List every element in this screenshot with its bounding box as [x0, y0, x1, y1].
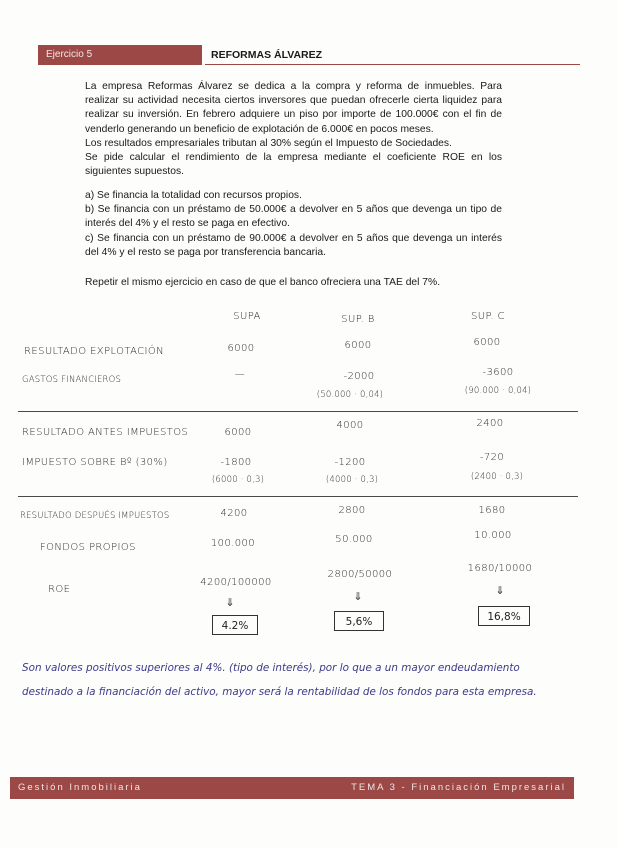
footer-topic: TEMA 3 - Financiación Empresarial [351, 782, 566, 793]
roe-formula: 1680/10000 [467, 563, 533, 574]
roe-formula: 2800/50000 [327, 569, 393, 580]
repeat-instruction [85, 276, 502, 290]
table-cell: -1800 [220, 457, 252, 468]
table-cell: -720 [479, 452, 505, 463]
row-label-resultado-despues: RESULTADO DESPUÉS IMPUESTOS [20, 511, 170, 521]
exercise-number: Ejercicio 5 [38, 45, 202, 65]
calc-note: (50.000 · 0,04) [316, 390, 384, 400]
column-header-c: SUP. C [471, 311, 505, 322]
page-footer [10, 777, 574, 799]
table-cell: 100.000 [210, 538, 256, 549]
table-cell: 2800 [338, 505, 366, 516]
table-cell: — [234, 369, 246, 380]
table-cell: -3600 [482, 367, 514, 378]
row-label-roe: ROE [48, 584, 71, 595]
exercise-title: REFORMAS ÁLVAREZ [205, 45, 580, 65]
case-list [85, 189, 502, 260]
table-cell: 6000 [227, 343, 255, 354]
roe-result-c: 16,8% [478, 606, 530, 626]
roe-result-b: 5,6% [334, 611, 384, 631]
statement-paragraph: Se pide calcular el rendimiento de la empresa mediante el coeficiente ROE en los siguientes supuestos. [85, 152, 502, 178]
row-label-resultado-antes: RESULTADO ANTES IMPUESTOS [22, 427, 189, 438]
column-header-a: SUPA [233, 311, 261, 322]
statement-paragraph: La empresa Reformas Álvarez se dedica a la compra y reforma de inmuebles. Para realizar su actividad necesita ciertos inversores que puedan ofrecerle cierta liquidez para realizar su inversión. En febrero adquiere un piso por importe de 100.000€ con el fin de venderlo generando un beneficio de explotación de 6.000€ en pocos meses. [85, 81, 502, 135]
conclusion-line: destinado a la financiación del activo, mayor será la rentabilidad de los fondos para esta empresa. [22, 686, 537, 698]
table-divider [18, 496, 578, 497]
case-c: c) Se financia con un préstamo de 90.000€ a devolver en 5 años que devenga un interés del 4% y el resto se paga por transferencia bancaria. [85, 232, 502, 258]
table-cell: 2400 [476, 418, 504, 429]
statement-paragraph: Los resultados empresariales tributan al 30% según el Impuesto de Sociedades. [85, 137, 452, 149]
calc-note: (2400 · 0,3) [470, 472, 524, 482]
column-header-b: SUP. B [341, 314, 375, 325]
roe-formula: 4200/100000 [200, 577, 272, 588]
table-cell: 50.000 [335, 534, 373, 545]
row-label-resultado-explotacion: RESULTADO EXPLOTACIÓN [24, 346, 165, 357]
table-cell: 6000 [473, 337, 501, 348]
calc-note: (4000 · 0,3) [325, 475, 379, 485]
case-b: b) Se financia con un préstamo de 50.000€ a devolver en 5 años que devenga un tipo de interés del 4% y el resto se paga en efectivo. [85, 204, 502, 230]
conclusion-line: Son valores positivos superiores al 4%. (tipo de interés), por lo que a un mayor endeudamiento [22, 662, 520, 674]
arrow-down-icon: ⇓ [495, 585, 505, 597]
table-cell: 6000 [224, 427, 252, 438]
table-cell: -2000 [343, 371, 375, 382]
problem-statement [85, 80, 502, 179]
calc-note: (90.000 · 0,04) [464, 386, 532, 396]
case-a: a) Se financia la totalidad con recursos propios. [85, 190, 302, 201]
footer-course: Gestión Inmobiliaria [18, 782, 142, 793]
row-label-gastos-financieros: GASTOS FINANCIEROS [22, 375, 122, 385]
arrow-down-icon: ⇓ [225, 597, 235, 609]
table-cell: 4000 [336, 420, 364, 431]
table-cell: 6000 [344, 340, 372, 351]
arrow-down-icon: ⇓ [353, 591, 363, 603]
table-cell: -1200 [334, 457, 366, 468]
table-cell: 1680 [478, 505, 506, 516]
roe-result-a: 4.2% [212, 615, 258, 635]
calc-note: (6000 · 0,3) [211, 475, 265, 485]
table-cell: 4200 [220, 508, 248, 519]
table-divider [18, 411, 578, 412]
row-label-fondos-propios: FONDOS PROPIOS [40, 542, 136, 553]
row-label-impuesto: IMPUESTO SOBRE Bº (30%) [22, 457, 168, 468]
table-cell: 10.000 [474, 530, 512, 541]
repeat-text: Repetir el mismo ejercicio en caso de que el banco ofreciera una TAE del 7%. [85, 277, 441, 288]
